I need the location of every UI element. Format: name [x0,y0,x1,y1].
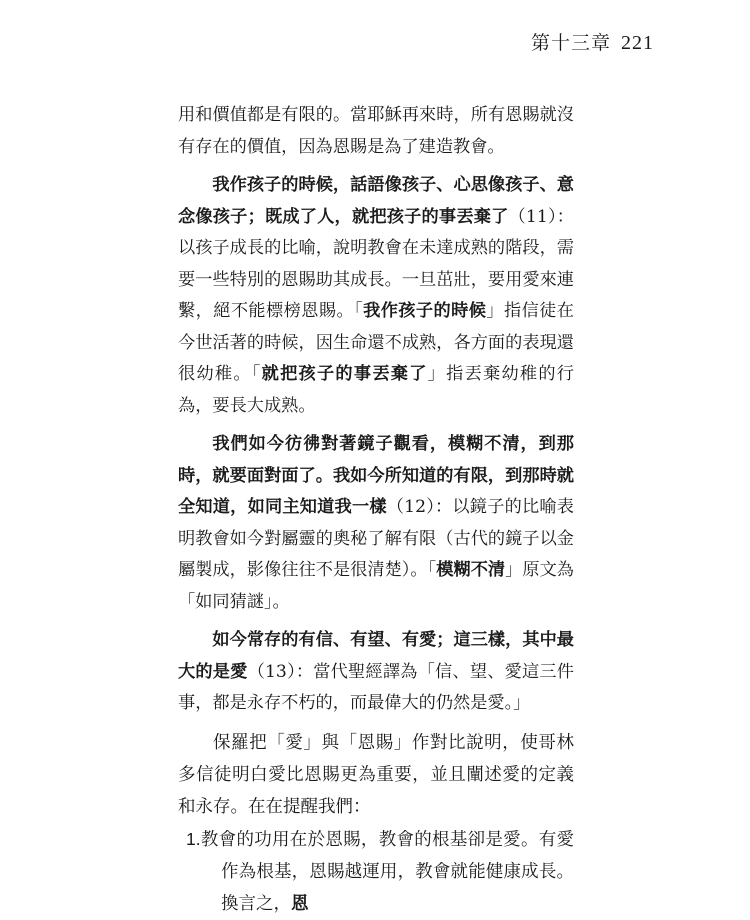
inline-quote: 就把孩子的事丟棄了 [261,364,428,384]
page-body [178,100,574,920]
verse-quote: 我們如今彷彿對著鏡子觀看，模糊不清，到那時，就要面對面了。我如今所知道的有限，到那時就全知道，如同主知道我一樣 [178,434,574,517]
list-item-tail: 換言之， [221,893,291,914]
list-item-tail-bold: 恩 [291,893,309,914]
paragraph-verse-13 [178,625,574,720]
commentary-text: 」原文為「如同猜謎」。 [178,560,574,612]
commentary-text: （11）：以孩子成長的比喻，說明教會在未達成熟的階段，需要一些特別的恩賜助其成長。一旦茁壯，要用愛來連繫，絕不能標榜恩賜。「 [178,206,574,321]
inline-quote: 我作孩子的時候 [363,301,487,321]
page-header [531,28,654,55]
list-number: 1. [186,828,201,849]
verse-quote: 如今常存的有信、有望、有愛；這三樣，其中最大的是愛 [178,630,574,682]
paragraph-summary: 保羅把「愛」與「恩賜」作對比說明，使哥林多信徒明白愛比恩賜更為重要，並且闡述愛的定義和永存。在在提醒我們： [178,732,574,817]
list-item-text: 教會的功用在於恩賜，教會的根基卻是愛。有愛作為根基，恩賜越運用，教會就能健康成長。 [200,829,574,882]
commentary-text: 」指丟棄幼稚的行為，要長大成熟。 [178,364,574,416]
inline-quote: 模糊不清 [436,560,506,580]
paragraph-continued: 用和價值都是有限的。當耶穌再來時，所有恩賜就沒有存在的價值，因為恩賜是為了建造教會。 [178,105,574,157]
commentary-text: （13）：當代聖經譯為「信、望、愛這三件事，都是永存不朽的，而最偉大的仍然是愛。」 [178,661,574,713]
page-number: 221 [621,32,654,54]
lesson-list [186,823,574,920]
commentary-text: 」指信徒在今世活著的時候，因生命還不成熟，各方面的表現還很幼稚。「 [178,301,574,384]
commentary-text: （12）：以鏡子的比喻表明教會如今對屬靈的奧秘了解有限（古代的鏡子以金屬製成，影像往往不是很清楚）。「 [178,497,574,580]
paragraph-verse-12 [178,429,574,618]
paragraph-verse-11 [178,170,574,422]
verse-quote: 我作孩子的時候，話語像孩子、心思像孩子、意念像孩子；既成了人，就把孩子的事丟棄了 [178,175,574,227]
chapter-title: 第十三章 [530,32,611,54]
list-item [186,823,574,920]
